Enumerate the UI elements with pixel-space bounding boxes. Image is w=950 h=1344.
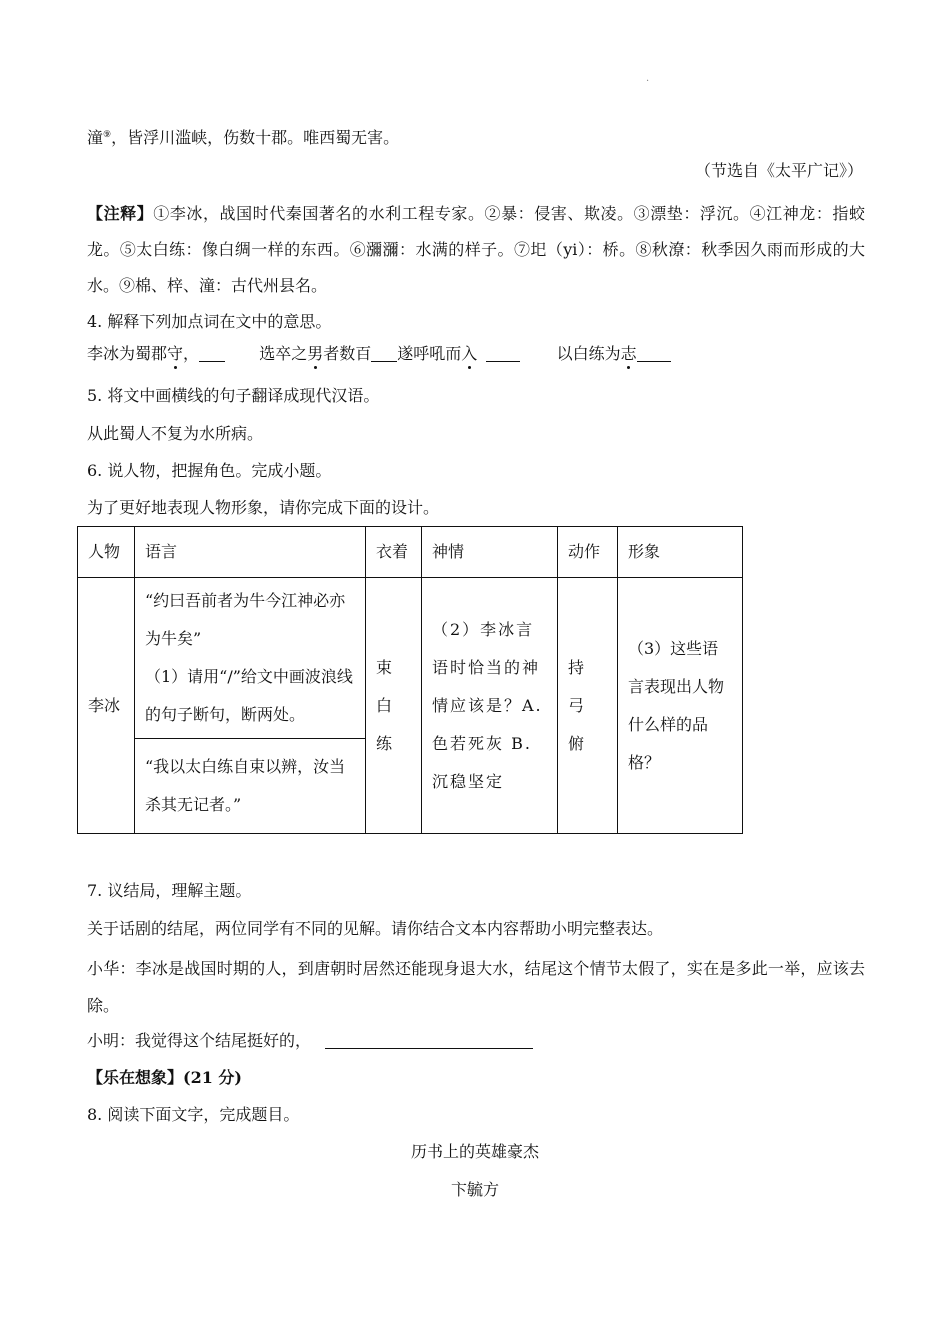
answer-blank[interactable] (637, 345, 671, 362)
character-design-table (77, 526, 743, 834)
dotted-word: 入 (461, 344, 478, 363)
answer-blank[interactable] (371, 345, 397, 362)
expression-cell: （2）李冰言语时恰当的神情应该是？A.色若死灰 B.沉稳坚定 (422, 578, 558, 834)
q7-xiaohua: 小华：李冰是战国时期的人，到唐朝时居然还能现身退大水，结尾这个情节太假了，实在是多此一举，应该去除。 (87, 959, 865, 1015)
header-cell: 人物 (78, 527, 135, 578)
header-cell: 形象 (618, 527, 743, 578)
header-cell: 衣着 (366, 527, 422, 578)
answer-blank[interactable] (486, 345, 520, 362)
person-cell: 李冰 (78, 578, 135, 834)
q4-items: 李冰为蜀郡守， 选卒之男者数百 遂呼吼而入 以白练为志 (87, 344, 671, 364)
article-title: 历书上的英雄豪杰 (410, 1142, 539, 1161)
notes-text: ①李冰，战国时代秦国著名的水利工程专家。②暴：侵害、欺凌。③漂垫：浮沉。④江神龙：指蛟龙。⑤太白练：像白绸一样的东西。⑥瀰瀰：水满的样子。⑦圯（yi）：桥。⑧秋潦：秋季因久雨而形成的大水。⑨棉、梓、潼：古代州县名。 (87, 204, 865, 295)
passage-source: （节选自《太平广记》） (694, 161, 863, 180)
q7-xiaoming: 小明：我觉得这个结尾挺好的， (87, 1031, 533, 1051)
answer-blank[interactable] (199, 345, 225, 362)
dotted-word: 守 (167, 344, 184, 363)
note-marker: ⑨ (103, 130, 112, 140)
q5-sentence: 从此蜀人不复为水所病。 (87, 424, 264, 443)
q7-title: 7. 议结局，理解主题。 (87, 881, 252, 900)
language-cell-1: “约曰吾前者为牛今江神必亦为牛矣” （1）请用“/”给文中画波浪线的句子断句，断两处。 (135, 578, 366, 739)
q5-title: 5. 将文中画横线的句子翻译成现代汉语。 (87, 386, 380, 405)
answer-blank[interactable] (325, 1032, 533, 1049)
header-cell: 神情 (422, 527, 558, 578)
dotted-word: 志 (620, 344, 637, 363)
language-cell-2: “我以太白练自束以辨，汝当杀其无记者。” (135, 739, 366, 834)
table-row (78, 578, 743, 739)
action-cell: 持弓俯 (558, 578, 618, 834)
q4-title: 4. 解释下列加点词在文中的意思。 (87, 312, 332, 331)
q7-intro: 关于话剧的结尾，两位同学有不同的见解。请你结合文本内容帮助小明完整表达。 (87, 919, 664, 938)
passage-last-line: 潼⑨，皆浮川滥峡，伤数十郡。唯西蜀无害。 (87, 128, 400, 147)
dotted-word: 男 (307, 344, 324, 363)
image-cell: （3）这些语言表现出人物什么样的品格？ (618, 578, 743, 834)
notes-block (87, 196, 865, 304)
article-author: 卞毓方 (450, 1180, 499, 1199)
clothing-cell: 束白练 (366, 578, 422, 834)
corner-mark: · (646, 76, 650, 87)
header-cell: 动作 (558, 527, 618, 578)
q8-title: 8. 阅读下面文字，完成题目。 (87, 1105, 300, 1124)
table-header-row (78, 527, 743, 578)
section-heading: 【乐在想象】(21 分) (87, 1068, 242, 1087)
q6-title: 6. 说人物，把握角色。完成小题。 (87, 461, 332, 480)
header-cell: 语言 (135, 527, 366, 578)
notes-label: 【注释】 (87, 204, 154, 223)
q6-intro: 为了更好地表现人物形象，请你完成下面的设计。 (87, 498, 440, 517)
